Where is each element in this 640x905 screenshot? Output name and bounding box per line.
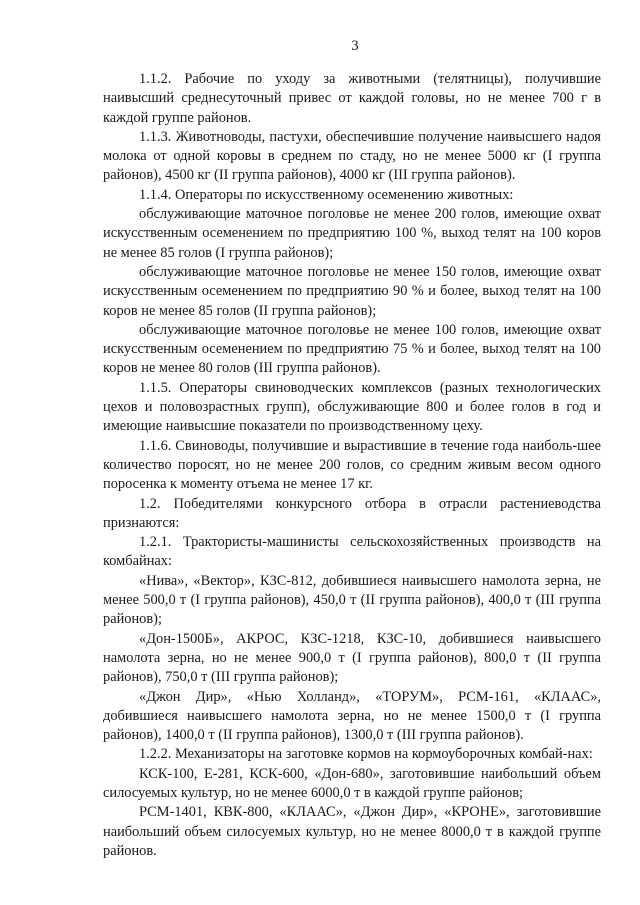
paragraph-1-1-5: 1.1.5. Операторы свиноводческих комплексов (разных технологических цехов и половозрастных групп), обслуживающие 800 и более голов в год и имеющие наивысшие показатели по производственному цеху.	[103, 379, 601, 435]
paragraph-1-2: 1.2. Победителями конкурсного отбора в отрасли растениеводства признаются:	[103, 495, 601, 531]
paragraph-1-1-4: 1.1.4. Операторы по искусственному осеменению животных:	[139, 186, 514, 203]
paragraph-inseminators-group-3: обслуживающие маточное поголовье не менее 100 голов, имеющие охват искусственным осеменением по предприятию 75 % и более, выход телят на 100 коров не менее 80 голов (III группа районов).	[103, 321, 601, 377]
paragraph-forage-ksk: КСК-100, Е-281, КСК-600, «Дон-680», заготовившие наибольший объем силосуемых культур, но не менее 6000,0 т в каждой группе районов;	[103, 765, 601, 801]
paragraph-combines-john-deere: «Джон Дир», «Нью Холланд», «ТОРУМ», РСМ-161, «КЛААС», добившиеся наивысшего намолота зерна, но не менее 1500,0 т (I группа районов), 1400,0 т (II группа районов), 1300,0 т (III группа районов).	[103, 688, 601, 744]
paragraph-1-2-1: 1.2.1. Трактористы-машинисты сельскохозяйственных производств на комбайнах:	[103, 534, 601, 570]
paragraph-1-1-3: 1.1.3. Животноводы, пастухи, обеспечившие получение наивысшего надоя молока от одной коровы в среднем по стаду, но не менее 5000 кг (I группа районов), 4500 кг (II группа районов), 4000 кг (III группа районов).	[103, 128, 601, 184]
paragraph-forage-rsm: РСМ-1401, КВК-800, «КЛААС», «Джон Дир», «КРОНЕ», заготовившие наибольший объем силосуемых культур, но не менее 8000,0 т в каждой группе районов.	[103, 804, 601, 859]
paragraph-combines-niva: «Нива», «Вектор», КЗС-812, добившиеся наивысшего намолота зерна, не менее 500,0 т (I группа районов), 450,0 т (II группа районов), 400,0 т (III группа районов);	[103, 572, 601, 628]
document-page	[103, 36, 601, 861]
paragraph-inseminators-group-1: обслуживающие маточное поголовье не менее 200 голов, имеющие охват искусственным осеменением по предприятию 100 %, выход телят на 100 коров не менее 85 голов (I группа районов);	[103, 206, 601, 261]
paragraph-1-1-2: 1.1.2. Рабочие по уходу за животными (телятницы), получившие наивысший среднесуточный привес от каждой головы, но не менее 700 г в каждой группе районов.	[103, 71, 601, 126]
paragraph-1-2-2: 1.2.2. Механизаторы на заготовке кормов на кормоуборочных комбай-нах:	[139, 746, 593, 763]
paragraph-1-1-6: 1.1.6. Свиноводы, получившие и вырастившие в течение года наиболь-шее количество поросят, но не менее 200 голов, со средним живым весом одного поросенка к моменту отъема не менее 17 кг.	[103, 437, 601, 493]
paragraph-inseminators-group-2: обслуживающие маточное поголовье не менее 150 голов, имеющие охват искусственным осеменением по предприятию 90 % и более, выход телят на 100 коров не менее 85 голов (II группа районов);	[103, 263, 601, 319]
paragraph-combines-don: «Дон-1500Б», АКРОС, КЗС-1218, КЗС-10, добившиеся наивысшего намолота зерна, но не менее 900,0 т (I группа районов), 800,0 т (II группа районов), 750,0 т (III группа районов);	[103, 630, 601, 686]
page-number: 3	[351, 38, 359, 54]
